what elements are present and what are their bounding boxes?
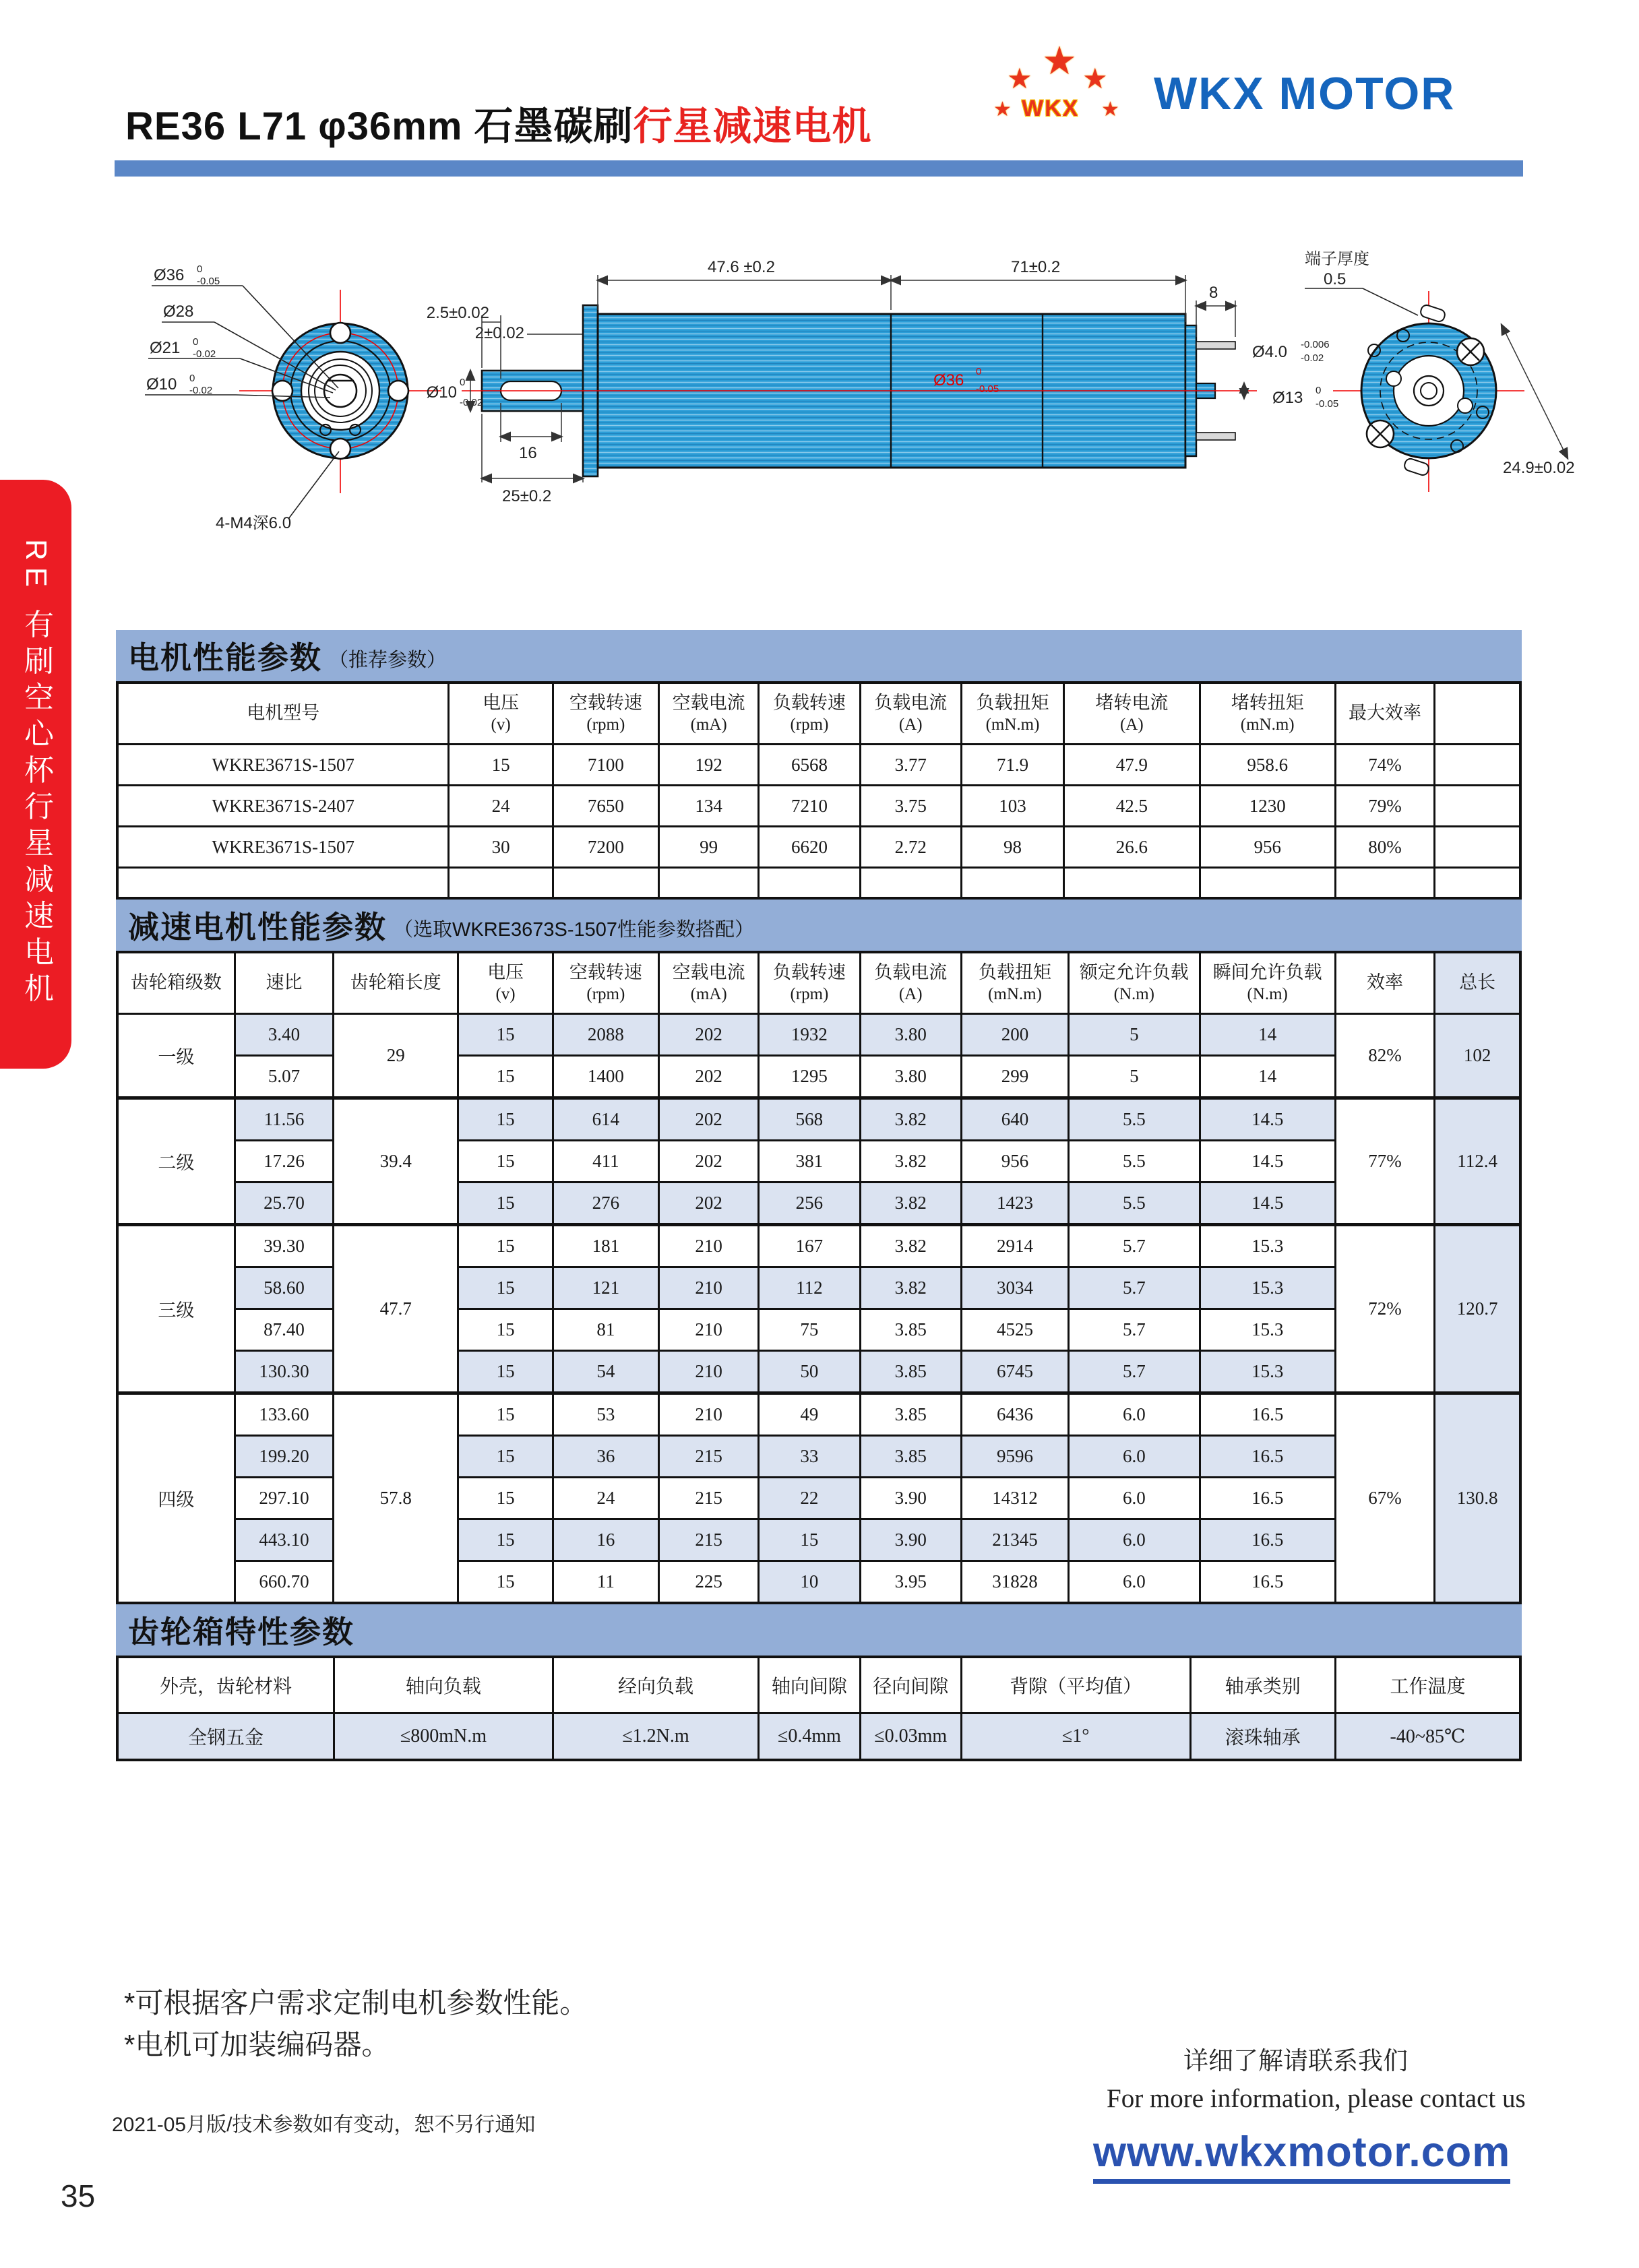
- table-row: 58.60 15 121 210 112 3.82 3034 5.7 15.3: [117, 1267, 1520, 1309]
- col-header: 径向间隙: [860, 1657, 961, 1713]
- col-header: [1435, 683, 1520, 745]
- dim-tol: 0: [193, 336, 199, 348]
- version-note: 2021-05月版/技术参数如有变动，恕不另行通知: [112, 2114, 536, 2136]
- wkx-logo: WKX: [1022, 96, 1080, 121]
- footnote-custom: *可根据客户需求定制电机参数性能。: [124, 1987, 588, 2019]
- table-row: 全钢五金 ≤800mN.m ≤1.2N.m ≤0.4mm ≤0.03mm ≤1° 滚珠轴承 -40~85℃: [117, 1713, 1520, 1761]
- gear-performance-table: [116, 951, 1522, 1604]
- cell-model: WKRE3671S-2407: [117, 786, 449, 827]
- col-header: 负载电流 (A): [860, 683, 961, 745]
- dim-label: 47.6 ±0.2: [708, 258, 775, 276]
- col-header: 最大效率: [1335, 683, 1434, 745]
- col-header: 轴向负载: [334, 1657, 553, 1713]
- col-header: 电机型号: [117, 683, 449, 745]
- gear-table-title: 减速电机性能参数: [128, 910, 387, 945]
- col-header: 负载电流 (A): [860, 952, 961, 1014]
- table-row: 5.07 15 1400 202 1295 3.80 299 5 14: [117, 1056, 1520, 1098]
- dim-label: 8: [1209, 284, 1218, 302]
- header-divider: [115, 160, 1523, 177]
- dim-tol: -0.02: [460, 397, 483, 408]
- cell-model: WKRE3671S-1507: [117, 745, 449, 786]
- col-header: 电压 (v): [449, 683, 553, 745]
- rear-view: [1305, 250, 1575, 492]
- website-link[interactable]: www.wkxmotor.com: [1093, 2128, 1510, 2184]
- table-row: 87.40 15 81 210 75 3.85 4525 5.7 15.3: [117, 1309, 1520, 1351]
- series-side-tab: [0, 480, 71, 1069]
- page-title: [125, 94, 872, 151]
- dim-label: 0.5: [1324, 270, 1347, 288]
- col-header: 齿轮箱长度: [334, 952, 458, 1014]
- page-number: 35: [61, 2178, 96, 2213]
- logo-star-icon: ★: [1007, 63, 1032, 94]
- front-view: [145, 263, 441, 532]
- col-header: 空载转速 (rpm): [553, 952, 658, 1014]
- brand-name: WKX MOTOR: [1154, 68, 1456, 119]
- dim-label: Ø10: [146, 375, 177, 393]
- dim-tol: 0: [460, 377, 466, 388]
- table-header-row: [117, 1657, 1520, 1713]
- col-header: 负载转速 (rpm): [759, 952, 860, 1014]
- col-header: 经向负载: [553, 1657, 759, 1713]
- table-row: 17.26 15 411 202 381 3.82 956 5.5 14.5: [117, 1141, 1520, 1183]
- dim-label: 2±0.02: [474, 324, 524, 342]
- dim-label: 16: [519, 444, 537, 462]
- dim-label: Ø36: [154, 266, 185, 284]
- gearbox-table-title: 齿轮箱特性参数: [128, 1614, 354, 1649]
- logo-star-icon: ★: [993, 98, 1012, 121]
- motor-table-subtitle: （推荐参数）: [329, 649, 447, 671]
- col-header: 负载扭矩 (mN.m): [961, 952, 1068, 1014]
- col-header: 轴向间隙: [759, 1657, 860, 1713]
- dim-tol: 0: [197, 263, 203, 275]
- contact-text-en: For more information, please contact us: [1107, 2084, 1526, 2113]
- gear-table-subtitle: （选取WKRE3673S-1507性能参数搭配）: [394, 918, 755, 941]
- dim-label: Ø36: [933, 371, 964, 389]
- dim-tol: 0: [976, 366, 982, 377]
- col-header: 空载转速 (rpm): [553, 683, 658, 745]
- table-row: 一级 3.40 29 15 2088 202 1932 3.80 200 5 14 82% 102: [117, 1014, 1520, 1056]
- table-row: 660.70 15 11 225 10 3.95 31828 6.0 16.5: [117, 1561, 1520, 1604]
- page-title-model: RE36 L71 φ36mm 石墨碳刷: [125, 104, 633, 148]
- dim-label: Ø4.0: [1252, 343, 1288, 361]
- col-header: 总长: [1435, 952, 1520, 1014]
- dim-label: 2.5±0.02: [426, 304, 489, 322]
- dim-label: Ø28: [163, 303, 194, 321]
- table-row: 443.10 15 16 215 15 3.90 21345 6.0 16.5: [117, 1519, 1520, 1561]
- dim-label: 71±0.2: [1011, 258, 1061, 276]
- table-row-empty: [117, 868, 1520, 899]
- footnote-encoder: *电机可加装编码器。: [124, 2029, 390, 2060]
- dim-tol: -0.05: [197, 276, 220, 287]
- table-row: WKRE3671S-1507 30 7200 99 6620 2.72 98 26.6 956 80%: [117, 827, 1520, 868]
- table-row: 三级 39.30 47.7 15 181 210 167 3.82 2914 5.7 15.3 72% 120.7: [117, 1225, 1520, 1267]
- dim-tol: -0.05: [1316, 398, 1339, 410]
- table-row: 二级 11.56 39.4 15 614 202 568 3.82 640 5.5 14.5 77% 112.4: [117, 1098, 1520, 1141]
- col-header: 速比: [235, 952, 333, 1014]
- table-row: WKRE3671S-1507 15 7100 192 6568 3.77 71.9 47.9 958.6 74%: [117, 745, 1520, 786]
- logo-star-icon: ★: [1101, 98, 1119, 121]
- col-header: 效率: [1335, 952, 1434, 1014]
- technical-drawing: [115, 236, 1631, 539]
- col-header: 背隙（平均值）: [961, 1657, 1190, 1713]
- motor-table-title-bar: [116, 630, 1522, 681]
- dim-tol: 0: [1316, 385, 1322, 396]
- page-title-red: 行星减速电机: [633, 104, 872, 148]
- col-header: 轴承类别: [1190, 1657, 1335, 1713]
- col-header: 负载扭矩 (mN.m): [961, 683, 1063, 745]
- dim-label: 4-M4深6.0: [216, 514, 292, 532]
- table-header-row: [117, 683, 1520, 745]
- col-header: 齿轮箱级数: [117, 952, 235, 1014]
- gearbox-characteristics-table: [116, 1656, 1522, 1761]
- dim-label: Ø13: [1272, 389, 1303, 407]
- col-header: 电压 (v): [458, 952, 553, 1014]
- cell-model: WKRE3671S-1507: [117, 827, 449, 868]
- motor-table-title: 电机性能参数: [128, 640, 322, 675]
- dim-tol: -0.02: [189, 385, 213, 396]
- dim-tol: -0.02: [193, 348, 216, 360]
- col-header: 空载电流 (mA): [659, 683, 759, 745]
- col-header: 堵转电流 (A): [1064, 683, 1200, 745]
- contact-text-cn: 详细了解请联系我们: [1183, 2047, 1408, 2075]
- gear-table-title-bar: [116, 900, 1522, 951]
- logo-star-icon: ★: [1042, 39, 1077, 83]
- tables-zone: [116, 630, 1522, 1761]
- series-side-tab-label: RE 有刷空心杯行星减速电机: [20, 539, 53, 1009]
- side-view: [427, 258, 1339, 505]
- col-header: 堵转扭矩 (mN.m): [1200, 683, 1335, 745]
- dim-label: 端子厚度: [1305, 250, 1369, 268]
- dim-tol: -0.006: [1301, 339, 1330, 350]
- col-header: 瞬间允许负载 (N.m): [1200, 952, 1335, 1014]
- table-row: 297.10 15 24 215 22 3.90 14312 6.0 16.5: [117, 1478, 1520, 1519]
- table-row: 199.20 15 36 215 33 3.85 9596 6.0 16.5: [117, 1436, 1520, 1478]
- gearbox-table-title-bar: [116, 1604, 1522, 1656]
- dim-label: Ø21: [150, 339, 181, 357]
- table-header-row: [117, 952, 1520, 1014]
- dim-tol: -0.02: [1301, 352, 1324, 364]
- motor-performance-table: [116, 681, 1522, 900]
- dim-label: Ø10: [426, 383, 457, 402]
- table-row: 130.30 15 54 210 50 3.85 6745 5.7 15.3: [117, 1351, 1520, 1393]
- col-header: 工作温度: [1335, 1657, 1520, 1713]
- table-row: 四级 133.60 57.8 15 53 210 49 3.85 6436 6.0 16.5 67% 130.8: [117, 1393, 1520, 1436]
- dim-tol: 0: [189, 373, 195, 384]
- logo-star-icon: ★: [1082, 63, 1108, 94]
- col-header: 外壳，齿轮材料: [117, 1657, 334, 1713]
- col-header: 负载转速 (rpm): [759, 683, 860, 745]
- col-header: 额定允许负载 (N.m): [1069, 952, 1200, 1014]
- table-row: 25.70 15 276 202 256 3.82 1423 5.5 14.5: [117, 1183, 1520, 1225]
- dim-label: 25±0.2: [502, 487, 552, 505]
- dim-tol: -0.05: [976, 383, 999, 395]
- table-row: WKRE3671S-2407 24 7650 134 7210 3.75 103 42.5 1230 79%: [117, 786, 1520, 827]
- col-header: 空载电流 (mA): [659, 952, 759, 1014]
- dim-label: 24.9±0.02: [1503, 459, 1575, 477]
